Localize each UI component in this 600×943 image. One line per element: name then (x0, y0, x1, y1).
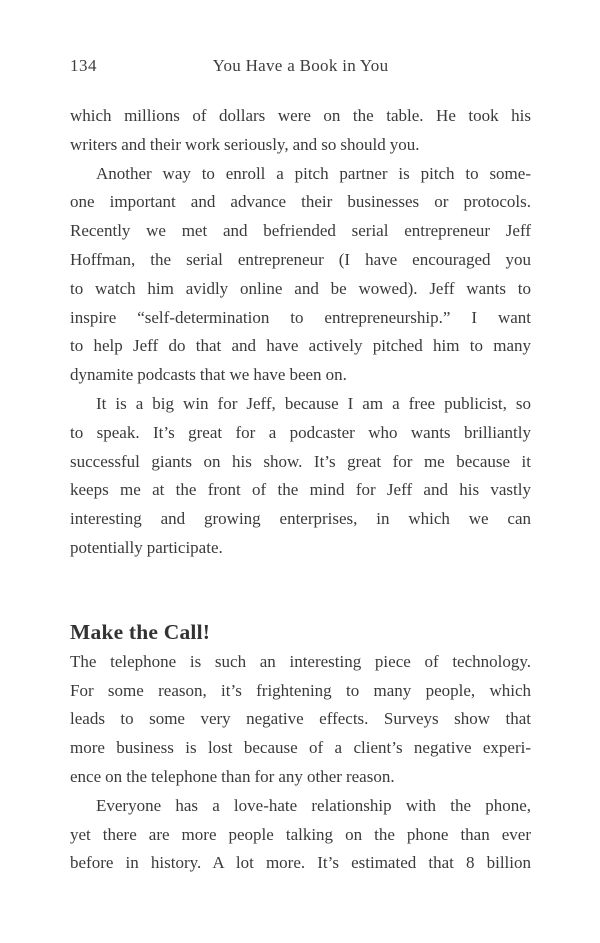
paragraph-continuation (70, 102, 531, 160)
body-line: interesting and growing enterprises, in which we can (70, 509, 531, 529)
body-line: For some reason, it’s frightening to many people, which (70, 680, 531, 700)
body-line: one important and advance their businesses or protocols. (70, 192, 531, 212)
body-line: keeps me at the front of the mind for Jeff and his vastly (70, 480, 531, 500)
body-line: ence on the telephone than for any other reason. (70, 766, 395, 786)
page-number: 134 (70, 56, 97, 75)
body-line: to help Jeff do that and have actively pitched him to many (70, 336, 531, 356)
body-line: inspire “self-determination to entrepreneurship.” I want (70, 307, 531, 327)
running-header-title: You Have a Book in You (212, 56, 389, 75)
paragraph (70, 390, 531, 563)
running-head (70, 55, 531, 76)
paragraph (70, 648, 531, 792)
body-line: dynamite podcasts that we have been on. (70, 365, 347, 385)
body-line: leads to some very negative effects. Surveys show that (70, 709, 531, 729)
body-line: Everyone has a love-hate relationship with the phone, (96, 795, 531, 815)
body-line: yet there are more people talking on the phone than ever (70, 824, 531, 844)
paragraph (70, 160, 531, 390)
body-line: more business is lost because of a client’s negative experi- (70, 738, 531, 758)
body-line: The telephone is such an interesting piece of technology. (70, 651, 531, 671)
body-line: potentially participate. (70, 537, 223, 557)
body-line: Hoffman, the serial entrepreneur (I have encouraged you (70, 249, 531, 269)
body-line: Another way to enroll a pitch partner is pitch to some- (96, 163, 531, 183)
body-line: to speak. It’s great for a podcaster who wants brilliantly (70, 422, 531, 442)
body-line: It is a big win for Jeff, because I am a free publicist, so (96, 393, 531, 413)
paragraph (70, 792, 531, 878)
body-line: which millions of dollars were on the table. He took his (70, 106, 531, 125)
body-line: writers and their work seriously, and so should you. (70, 134, 420, 154)
section-heading: Make the Call! (70, 619, 211, 644)
body-line: Recently we met and befriended serial entrepreneur Jeff (70, 221, 531, 241)
body-line: successful giants on his show. It’s great for me because it (70, 451, 531, 471)
body-line: before in history. A lot more. It’s estimated that 8 billion (70, 853, 531, 873)
body-line: to watch him avidly online and be wowed). Jeff wants to (70, 278, 531, 298)
text-column (70, 102, 531, 878)
